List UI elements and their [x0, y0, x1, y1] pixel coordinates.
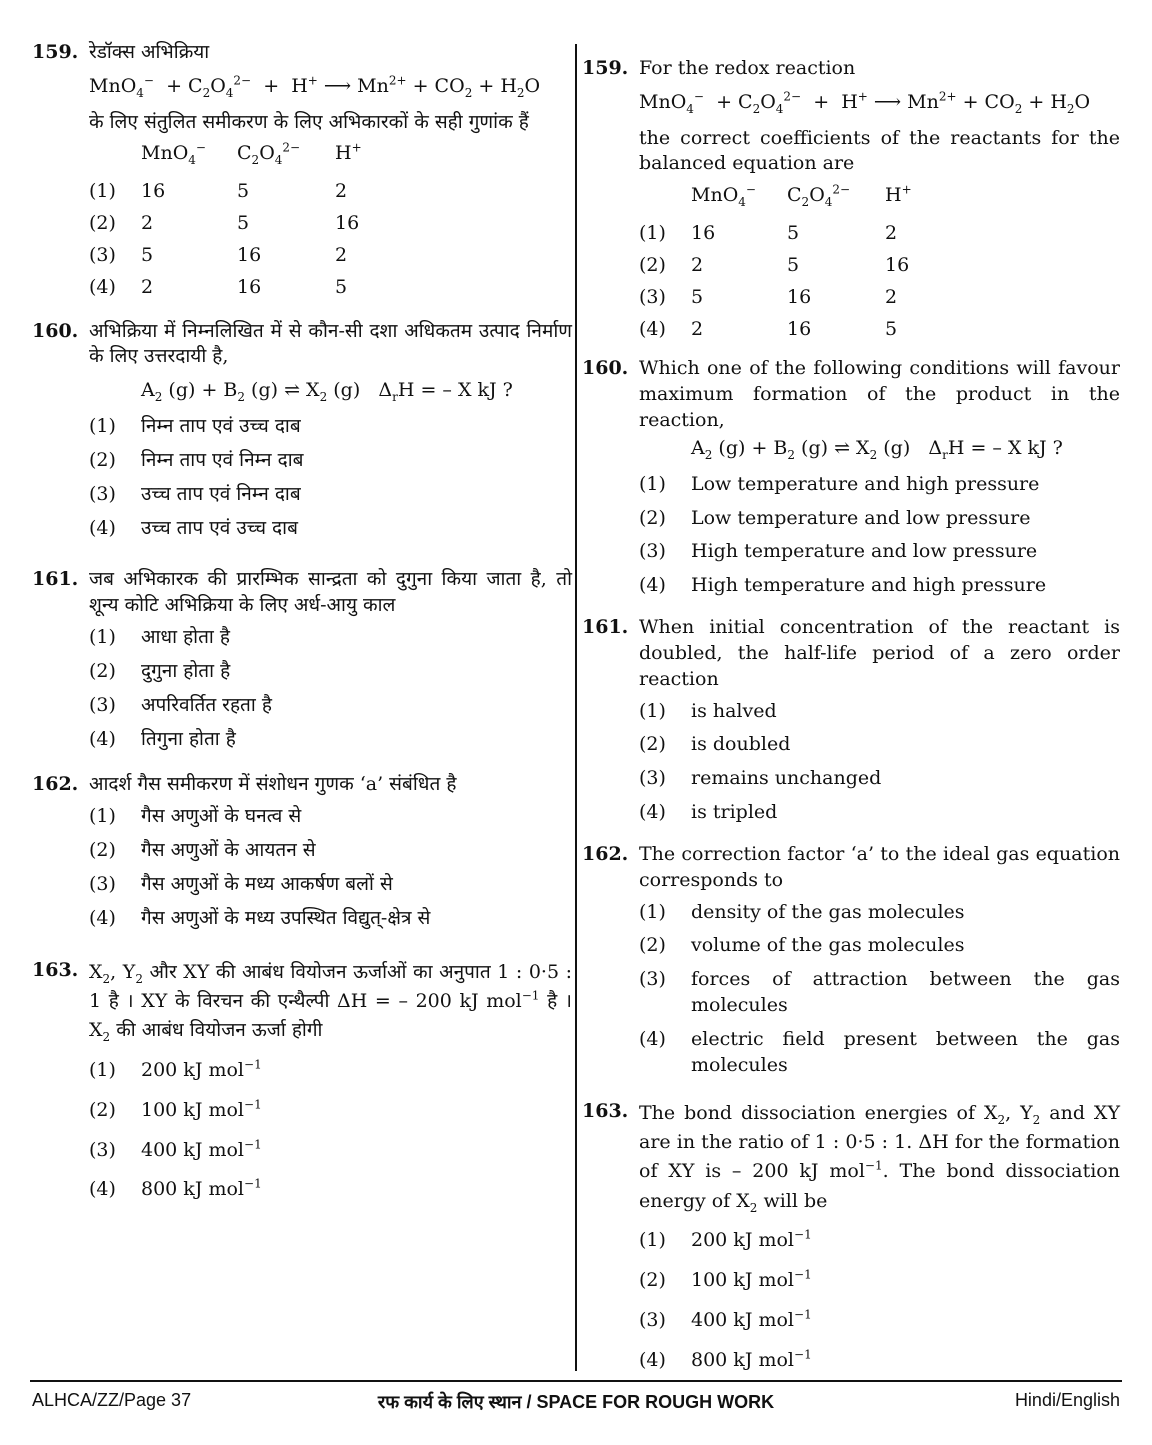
- option-1[interactable]: (1) निम्न ताप एवं उच्च दाब: [89, 415, 301, 438]
- option-3[interactable]: (3) 5 16 2: [89, 243, 348, 266]
- table-header: MnO$_4$− $C_2O_4^{2-}$ H+: [141, 141, 362, 168]
- option-2[interactable]: (2) 100 kJ mol$^{-1}$: [639, 1267, 812, 1292]
- english-column: [582, 40, 1120, 1382]
- option-4[interactable]: (4) electric field present between the gas molecules: [639, 1027, 1120, 1076]
- question-number: 162.: [582, 842, 629, 865]
- question-163-english: [582, 1099, 1120, 1374]
- option-1[interactable]: (1) आधा होता है: [89, 626, 230, 649]
- question-161-hindi: [32, 567, 572, 752]
- option-1[interactable]: (1) 16 5 2: [639, 222, 898, 245]
- question-text: The bond dissociation energies of $X_2$, $Y_2$ and XY are in the ratio of 1 : 0·5 : 1. ΔH for the formation of XY is – 200 kJ mol$^{-1}$. The bond dissociation energy of $X_2$ will be: [639, 1101, 1120, 1215]
- question-number: 163.: [32, 958, 79, 981]
- option-3[interactable]: (3) High temperature and low pressure: [639, 540, 1038, 563]
- hindi-column: [32, 40, 572, 1211]
- question-text: जब अभिकारक की प्रारम्भिक सान्द्रता को दुगुना किया जाता है, तो शून्य कोटि अभिक्रिया के लिए अर्ध-आयु काल: [89, 568, 572, 617]
- option-1[interactable]: (1) 200 kJ mol$^{-1}$: [639, 1227, 812, 1252]
- option-1[interactable]: (1) 16 5 2: [89, 180, 348, 203]
- question-162-hindi: [32, 772, 572, 931]
- redox-equation: $MnO_4^- + C_2O_4^{2-} + H^+$ ⟶ $Mn^{2+} + CO_2 + H_2O$: [89, 73, 541, 100]
- question-number: 163.: [582, 1099, 629, 1122]
- equilibrium-equation: $A_2$ $(g) + B_2$ (g) ⇌ $X_2$ (g) $\Delta_rH$ = – X kJ ?: [691, 436, 1063, 462]
- coefficient-table: [639, 183, 1120, 342]
- option-4[interactable]: (4) 2 16 5: [639, 317, 898, 340]
- redox-equation: $MnO_4^- + C_2O_4^{2-} + H^+$ ⟶ $Mn^{2+} + CO_2 + H_2O$: [639, 89, 1091, 116]
- footer-rule: [30, 1380, 1122, 1382]
- page-footer: [32, 1390, 1120, 1416]
- question-text: $X_2$, $Y_2$ और XY की आबंध वियोजन ऊर्जाओं का अनुपात 1 : 0·5 : 1 है । XY के विरचन की एन्थैल्पी ΔH = – 200 kJ mol$^{-1}$ है । $X_2$ की आबंध वियोजन ऊर्जा होगी: [89, 960, 572, 1045]
- question-161-english: [582, 615, 1120, 826]
- option-3[interactable]: (3) अपरिवर्तित रहता है: [89, 693, 272, 716]
- language-label: Hindi/English: [1014, 1390, 1120, 1410]
- option-2[interactable]: (2) 2 5 16: [89, 212, 360, 235]
- option-3[interactable]: (3) 5 16 2: [639, 285, 898, 308]
- question-text: आदर्श गैस समीकरण में संशोधन गुणक ‘a’ संबंधित है: [89, 773, 457, 796]
- question-text-continued: के लिए संतुलित समीकरण के लिए अभिकारकों के सही गुणांक हैं: [89, 110, 529, 133]
- option-4[interactable]: (4) गैस अणुओं के मध्य उपस्थित विद्युत्-क्षेत्र से: [89, 906, 431, 929]
- page-id: ALHCA/ZZ/Page 37: [32, 1390, 192, 1410]
- column-divider: [575, 44, 577, 1371]
- option-2[interactable]: (2) 100 kJ mol$^{-1}$: [89, 1097, 262, 1121]
- option-3[interactable]: (3) गैस अणुओं के मध्य आकर्षण बलों से: [89, 872, 393, 895]
- question-text-continued: the correct coefficients of the reactants for the balanced equation are: [639, 126, 1120, 175]
- question-number: 162.: [32, 773, 79, 796]
- question-number: 159.: [582, 57, 629, 79]
- question-number: 160.: [582, 357, 629, 380]
- option-3[interactable]: (3) remains unchanged: [639, 767, 882, 790]
- option-2[interactable]: (2) 2 5 16: [639, 253, 910, 276]
- option-3[interactable]: (3) उच्च ताप एवं निम्न दाब: [89, 482, 301, 505]
- question-text: Which one of the following conditions will favour maximum formation of the product in the reaction,: [639, 357, 1120, 432]
- option-1[interactable]: (1) is halved: [639, 699, 777, 722]
- question-159-english: [582, 40, 1120, 342]
- option-3[interactable]: (3) 400 kJ mol$^{-1}$: [89, 1137, 262, 1161]
- option-4[interactable]: (4) उच्च ताप एवं उच्च दाब: [89, 516, 298, 539]
- question-text: The correction factor ‘a’ to the ideal gas equation corresponds to: [639, 842, 1120, 891]
- option-3[interactable]: (3) forces of attraction between the gas molecules: [639, 968, 1120, 1017]
- option-4[interactable]: (4) 2 16 5: [89, 275, 348, 298]
- question-text: For the redox reaction: [639, 57, 856, 79]
- question-number: 159.: [32, 41, 79, 63]
- question-160-hindi: [32, 319, 572, 542]
- option-4[interactable]: (4) 800 kJ mol$^{-1}$: [639, 1347, 812, 1371]
- question-160-english: [582, 356, 1120, 599]
- option-2[interactable]: (2) is doubled: [639, 733, 791, 756]
- option-1[interactable]: (1) Low temperature and high pressure: [639, 472, 1040, 495]
- table-header: MnO$_4$− $C_2O_4^{2-}$ H+: [691, 182, 912, 210]
- question-text: When initial concentration of the reactant is doubled, the half-life period of a zero order reaction: [639, 616, 1120, 690]
- option-3[interactable]: (3) 400 kJ mol$^{-1}$: [639, 1307, 812, 1331]
- question-number: 161.: [582, 616, 629, 639]
- option-1[interactable]: (1) density of the gas molecules: [639, 900, 965, 923]
- question-163-hindi: [32, 958, 572, 1204]
- option-4[interactable]: (4) तिगुना होता है: [89, 727, 236, 750]
- option-4[interactable]: (4) 800 kJ mol$^{-1}$: [89, 1177, 262, 1201]
- option-2[interactable]: (2) volume of the gas molecules: [639, 934, 965, 957]
- option-2[interactable]: (2) निम्न ताप एवं निम्न दाब: [89, 448, 304, 471]
- option-2[interactable]: (2) गैस अणुओं के आयतन से: [89, 839, 316, 862]
- coefficient-table: [89, 141, 572, 300]
- question-162-english: [582, 842, 1120, 1079]
- question-number: 161.: [32, 568, 79, 591]
- option-1[interactable]: (1) 200 kJ mol$^{-1}$: [89, 1057, 262, 1081]
- option-1[interactable]: (1) गैस अणुओं के घनत्व से: [89, 805, 302, 828]
- option-2[interactable]: (2) दुगुना होता है: [89, 659, 231, 682]
- rough-work-label: रफ कार्य के लिए स्थान / SPACE FOR ROUGH WORK: [377, 1392, 775, 1412]
- option-4[interactable]: (4) is tripled: [639, 801, 778, 824]
- question-number: 160.: [32, 319, 79, 342]
- equilibrium-equation: $A_2$ $(g) + B_2$ (g) ⇌ $X_2$ (g) $\Delta_rH$ = – X kJ ?: [141, 379, 513, 405]
- question-159-hindi: [32, 40, 572, 301]
- question-text: रेडॉक्स अभिक्रिया: [89, 41, 210, 63]
- option-2[interactable]: (2) Low temperature and low pressure: [639, 506, 1031, 529]
- question-text: अभिक्रिया में निम्नलिखित में से कौन-सी दशा अधिकतम उत्पाद निर्माण के लिए उत्तरदायी है,: [89, 319, 572, 368]
- option-4[interactable]: (4) High temperature and high pressure: [639, 574, 1047, 597]
